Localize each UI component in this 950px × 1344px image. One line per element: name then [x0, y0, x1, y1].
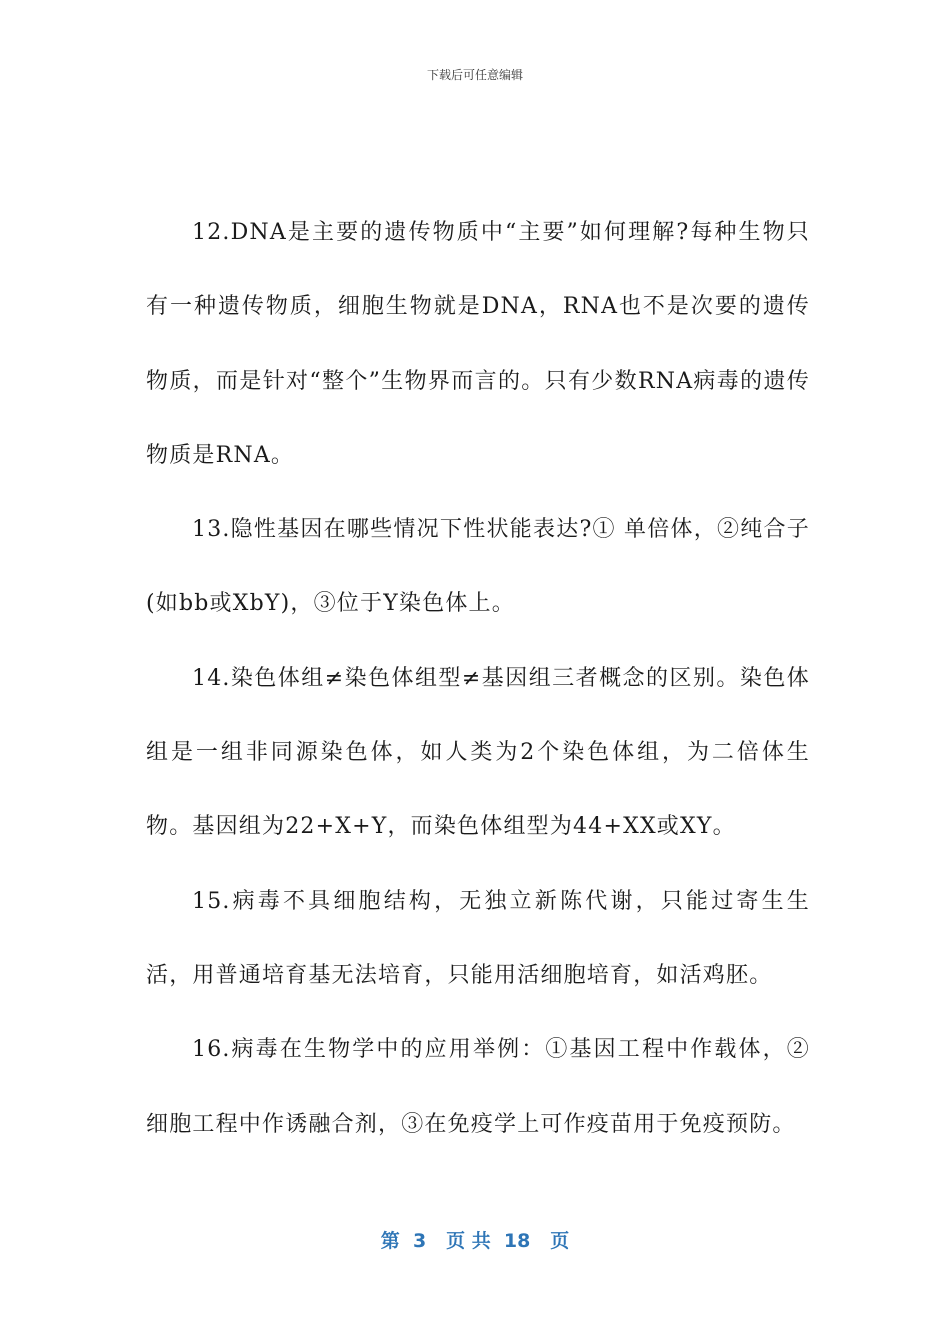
page-header-note: 下载后可任意编辑 [426, 68, 523, 82]
paragraph-16: 16.病毒在生物学中的应用举例：①基因工程中作载体，②细胞工程中作诱融合剂，③在免疫学上可作疫苗用于免疫预防。 [146, 1037, 810, 1137]
document-body [146, 196, 810, 1162]
paragraph-15: 15.病毒不具细胞结构，无独立新陈代谢，只能过寄生生活，用普通培育基无法培育，只能用活细胞培育，如活鸡胚。 [146, 888, 810, 988]
paragraph-14: 14.染色体组≠染色体组型≠基因组三者概念的区别。染色体组是一组非同源染色体，如人类为2个染色体组，为二倍体生物。基因组为22+X+Y，而染色体组型为44+XX或XY。 [146, 665, 810, 840]
paragraph-12: 12.DNA是主要的遗传物质中“主要”如何理解?每种生物只有一种遗传物质，细胞生物就是DNA，RNA也不是次要的遗传物质，而是针对“整个”生物界而言的。只有少数RNA病毒的遗传物质是RNA。 [146, 220, 810, 468]
page-number-footer: 第 3 页 共 18 页 [380, 1230, 570, 1252]
paragraph-13: 13.隐性基因在哪些情况下性状能表达?① 单倍体，②纯合子(如bb或XbY)，③位于Y染色体上。 [146, 517, 810, 617]
